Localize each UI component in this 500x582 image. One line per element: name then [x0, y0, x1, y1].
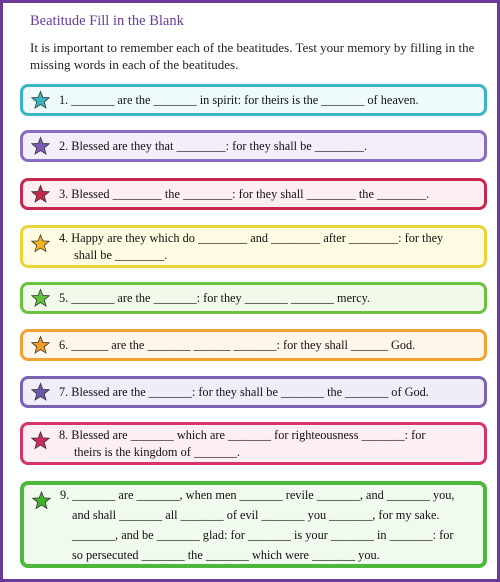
line-2: shall be ________. — [74, 247, 168, 262]
star-icon — [31, 185, 50, 204]
beatitude-text: 7. Blessed are the _______: for they shall be _______ the _______ of God. — [59, 384, 429, 399]
star-icon — [31, 383, 50, 402]
beatitude-item-2 — [20, 130, 487, 162]
beatitude-text: 1. _______ are the _______ in spirit: for theirs is the _______ of heaven. — [59, 92, 419, 107]
beatitude-text — [59, 230, 443, 263]
line-3: _______, and be _______ glad: for _______ is your _______ in _______: for — [72, 527, 454, 542]
beatitude-item-9 — [20, 481, 487, 568]
line-2: and shall _______ all _______ of evil _______ you _______, for my sake. — [72, 507, 440, 522]
beatitude-item-7 — [20, 376, 487, 408]
beatitude-text: 6. ______ are the _______ ______ _______: for they shall ______ God. — [59, 337, 416, 352]
beatitude-text — [60, 485, 454, 565]
beatitude-text: 2. Blessed are they that ________: for they shall be ________. — [59, 138, 368, 153]
beatitude-text: 3. Blessed ________ the ________: for they shall ________ the ________. — [59, 186, 430, 201]
beatitude-item-5 — [20, 282, 487, 314]
line-4: so persecuted _______ the _______ which were _______ you. — [72, 547, 380, 562]
line-1: 4. Happy are they which do ________ and ________ after ________: for they — [59, 231, 444, 245]
star-icon — [31, 234, 50, 253]
page-title: Beatitude Fill in the Blank — [30, 13, 184, 29]
beatitude-text: 5. _______ are the _______: for they _______ _______ mercy. — [59, 290, 371, 305]
beatitude-item-1 — [20, 84, 487, 116]
star-icon — [32, 491, 51, 510]
beatitude-item-4 — [20, 225, 487, 268]
beatitude-text — [59, 427, 425, 460]
beatitude-item-6 — [20, 329, 487, 361]
line-2: theirs is the kingdom of _______. — [74, 444, 240, 459]
star-icon — [31, 289, 50, 308]
star-icon — [31, 91, 50, 110]
beatitude-item-8 — [20, 422, 487, 465]
star-icon — [31, 431, 50, 450]
star-icon — [31, 137, 50, 156]
instructions: It is important to remember each of the beatitudes. Test your memory by filling in the missing words in each of the beatitudes. — [30, 40, 475, 72]
star-icon — [31, 336, 50, 355]
beatitude-item-3 — [20, 178, 487, 210]
line-1: 8. Blessed are _______ which are _______ for righteousness _______: for — [59, 428, 426, 442]
line-1: 9. _______ are _______, when men _______ revile _______, and _______ you, — [60, 487, 455, 502]
